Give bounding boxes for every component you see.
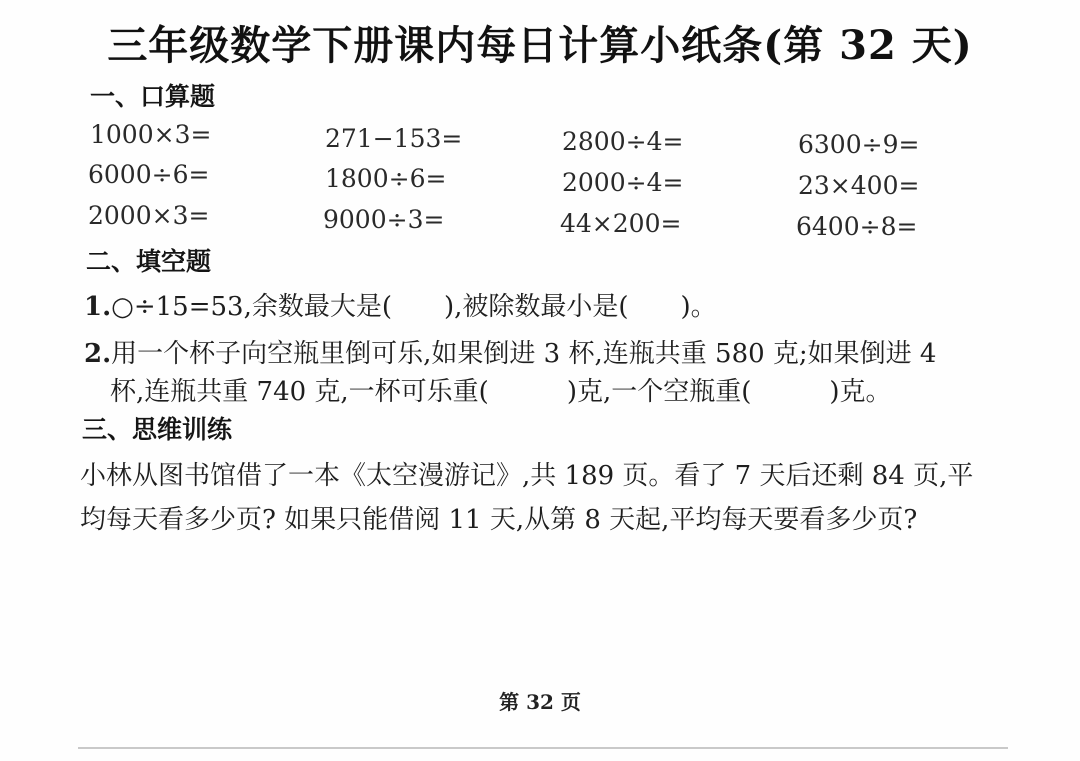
- oral-problem: 6000÷6=: [88, 160, 210, 189]
- oral-problem: 1800÷6=: [325, 164, 447, 193]
- oral-problem: 1000×3=: [90, 120, 212, 149]
- bottom-divider: [78, 747, 1008, 749]
- section-heading-fill: 二、填空题: [86, 247, 212, 276]
- oral-problem: 23×400=: [798, 171, 920, 200]
- oral-problem: 9000÷3=: [323, 205, 445, 234]
- oral-problem: 2000÷4=: [562, 168, 684, 197]
- section-heading-oral: 一、口算题: [90, 82, 216, 111]
- fill-question-2-line-2: 杯,连瓶共重 740 克,一杯可乐重( )克,一个空瓶重( )克。: [110, 377, 892, 407]
- question-text: ○÷15=53,余数最大是( ),被除数最小是( )。: [111, 292, 717, 322]
- section-heading-thinking: 三、思维训练: [82, 415, 233, 444]
- fill-question-2-line-1: [84, 333, 936, 370]
- question-number: 2.: [84, 339, 112, 369]
- worksheet-title: 三年级数学下册课内每日计算小纸条(第 32 天): [107, 22, 973, 69]
- oral-problem: 6400÷8=: [796, 212, 918, 241]
- oral-problem: 6300÷9=: [798, 130, 920, 159]
- thinking-problem-line-1: 小林从图书馆借了一本《太空漫游记》,共 189 页。看了 7 天后还剩 84 页,平: [80, 461, 974, 491]
- question-number: 1.: [84, 292, 112, 322]
- oral-problem: 271−153=: [325, 124, 463, 153]
- thinking-problem-line-2: 均每天看多少页? 如果只能借阅 11 天,从第 8 天起,平均每天要看多少页?: [80, 505, 918, 535]
- fill-question-1: [84, 286, 717, 323]
- oral-problem: 44×200=: [560, 209, 682, 238]
- oral-problem: 2000×3=: [88, 201, 210, 230]
- question-text: 用一个杯子向空瓶里倒可乐,如果倒进 3 杯,连瓶共重 580 克;如果倒进 4: [111, 339, 937, 369]
- page-number: 第 32 页: [499, 690, 581, 714]
- oral-problem: 2800÷4=: [562, 127, 684, 156]
